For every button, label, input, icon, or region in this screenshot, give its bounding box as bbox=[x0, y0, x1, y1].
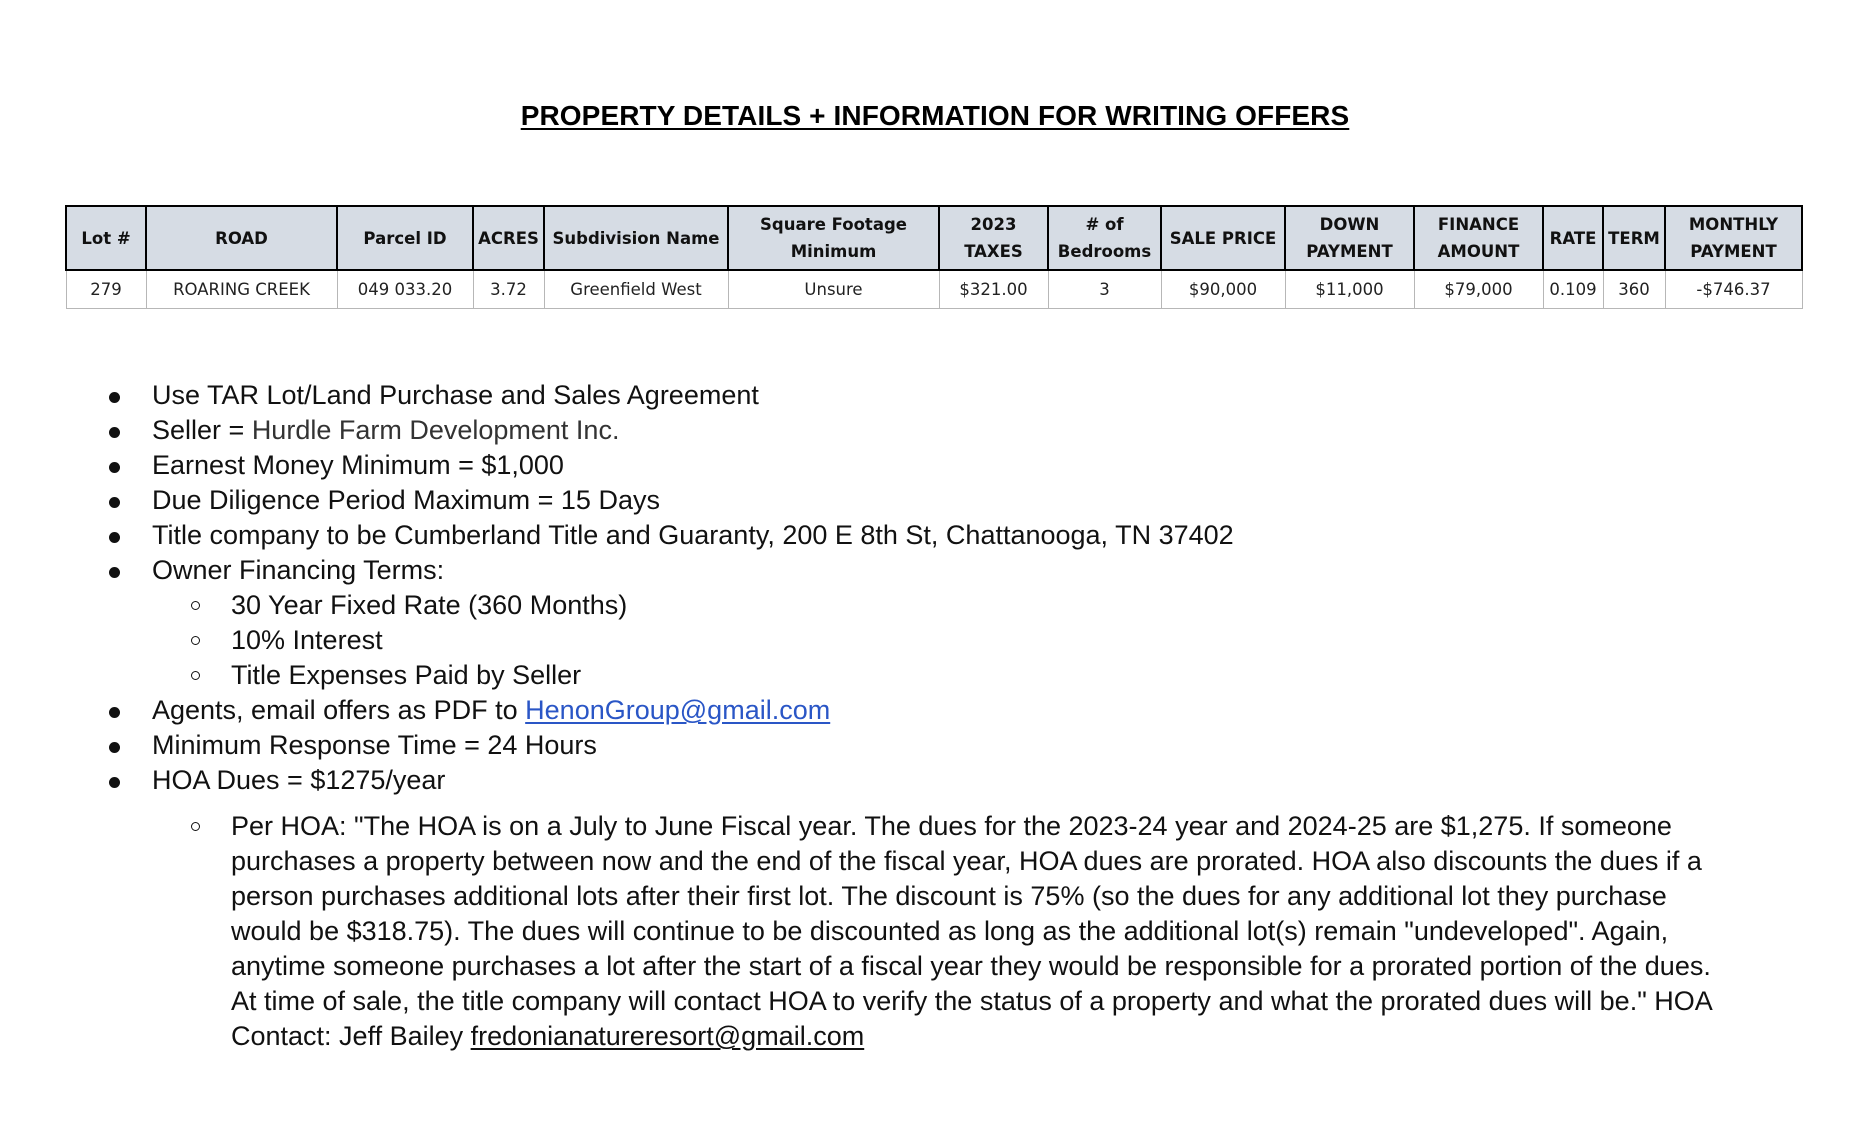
cell-acres: 3.72 bbox=[473, 270, 544, 309]
title-company-text: Title company to be Cumberland Title and Guaranty, 200 E 8th St, Chattanooga, TN 37402 bbox=[152, 520, 1234, 550]
circle-bullet-icon bbox=[191, 601, 200, 610]
list-item-seller bbox=[104, 413, 1804, 448]
interest-text: 10% Interest bbox=[231, 625, 383, 655]
bullet-icon bbox=[109, 742, 120, 753]
earnest-money-text: Earnest Money Minimum = $1,000 bbox=[152, 450, 564, 480]
header-monthly-line1: MONTHLY bbox=[1688, 215, 1779, 234]
header-monthly-payment bbox=[1665, 206, 1802, 270]
header-finance-line1: FINANCE bbox=[1437, 215, 1520, 234]
header-taxes: 2023 TAXES bbox=[939, 206, 1048, 270]
bullet-icon bbox=[109, 532, 120, 543]
header-lot: Lot # bbox=[66, 206, 146, 270]
cell-square-footage: Unsure bbox=[728, 270, 939, 309]
list-item-earnest-money bbox=[104, 448, 1804, 483]
header-rate: RATE bbox=[1543, 206, 1603, 270]
list-item-agreement bbox=[104, 378, 1804, 413]
header-bedrooms-line1: # of bbox=[1085, 215, 1124, 234]
cell-monthly-payment: -$746.37 bbox=[1665, 270, 1802, 309]
response-time-text: Minimum Response Time = 24 Hours bbox=[152, 730, 597, 760]
due-diligence-text: Due Diligence Period Maximum = 15 Days bbox=[152, 485, 660, 515]
hoa-notes-list bbox=[152, 809, 1804, 1054]
cell-lot: 279 bbox=[66, 270, 146, 309]
cell-road: ROARING CREEK bbox=[146, 270, 337, 309]
property-table bbox=[65, 205, 1803, 309]
header-down-line1: DOWN bbox=[1319, 215, 1380, 234]
list-item-agents-email bbox=[104, 693, 1804, 728]
header-road: ROAD bbox=[146, 206, 337, 270]
header-bedrooms bbox=[1048, 206, 1161, 270]
bullet-icon bbox=[109, 777, 120, 788]
fixed-rate-text: 30 Year Fixed Rate (360 Months) bbox=[231, 590, 628, 620]
header-bedrooms-line2: Bedrooms bbox=[1057, 242, 1152, 261]
circle-bullet-icon bbox=[191, 671, 200, 680]
owner-financing-heading: Owner Financing Terms: bbox=[152, 555, 445, 585]
header-sale-price: SALE PRICE bbox=[1161, 206, 1285, 270]
circle-bullet-icon bbox=[191, 636, 200, 645]
header-square-footage-line1: Square Footage bbox=[760, 215, 907, 234]
bullet-icon bbox=[109, 567, 120, 578]
hoa-note-text: Per HOA: "The HOA is on a July to June Fiscal year. The dues for the 2023-24 year and 2024-25 are $1,275. If someone purchases a property between now and the end of the fiscal year, HOA dues are prorated. HOA also discounts the dues if a person purchases additional lots after their first lot. The discount is 75% (so the dues for any additional lot they purchase would be $318.75). The dues will continue to be discounted as long as the additional lot(s) remain "undeveloped". Again, anytime someone purchases a lot after the start of a fiscal year they would be responsible for a prorated portion of the dues. At time of sale, the title company will contact HOA to verify the status of a property and what the prorated dues will be." HOA Contact: Jeff Bailey bbox=[231, 811, 1712, 1051]
cell-parcel-id: 049 033.20 bbox=[337, 270, 473, 309]
header-term: TERM bbox=[1603, 206, 1665, 270]
bullet-icon bbox=[109, 392, 120, 403]
agents-email-link[interactable]: HenonGroup@gmail.com bbox=[525, 695, 831, 725]
offer-info-list bbox=[104, 378, 1804, 1054]
cell-down-payment: $11,000 bbox=[1285, 270, 1414, 309]
bullet-icon bbox=[109, 462, 120, 473]
list-item-hoa-note bbox=[191, 809, 1731, 1054]
cell-taxes: $321.00 bbox=[939, 270, 1048, 309]
cell-rate: 0.109 bbox=[1543, 270, 1603, 309]
list-item-fixed-rate bbox=[191, 588, 1804, 623]
list-item-hoa-dues bbox=[104, 763, 1804, 1054]
list-item-title-expenses bbox=[191, 658, 1804, 693]
bullet-icon bbox=[109, 707, 120, 718]
cell-bedrooms: 3 bbox=[1048, 270, 1161, 309]
table-row bbox=[66, 270, 1802, 309]
header-square-footage bbox=[728, 206, 939, 270]
header-down-line2: PAYMENT bbox=[1306, 242, 1393, 261]
circle-bullet-icon bbox=[191, 822, 200, 831]
cell-subdivision: Greenfield West bbox=[544, 270, 728, 309]
cell-sale-price: $90,000 bbox=[1161, 270, 1285, 309]
header-finance-line2: AMOUNT bbox=[1437, 242, 1520, 261]
seller-label: Seller = bbox=[152, 415, 252, 445]
list-item-due-diligence bbox=[104, 483, 1804, 518]
header-subdivision: Subdivision Name bbox=[544, 206, 728, 270]
title-expenses-text: Title Expenses Paid by Seller bbox=[231, 660, 582, 690]
page-title: PROPERTY DETAILS + INFORMATION FOR WRITING OFFERS bbox=[520, 100, 1350, 131]
header-parcel-id: Parcel ID bbox=[337, 206, 473, 270]
header-square-footage-line2: Minimum bbox=[790, 242, 877, 261]
table-header-row bbox=[66, 206, 1802, 270]
hoa-contact-email-link[interactable]: fredonianatureresort@gmail.com bbox=[470, 1021, 865, 1051]
cell-term: 360 bbox=[1603, 270, 1665, 309]
financing-terms-list bbox=[152, 588, 1804, 693]
seller-name: Hurdle Farm Development Inc. bbox=[251, 415, 620, 445]
list-item-owner-financing bbox=[104, 553, 1804, 693]
list-item-title-company bbox=[104, 518, 1804, 553]
agents-email-prefix: Agents, email offers as PDF to bbox=[152, 695, 526, 725]
header-finance-amount bbox=[1414, 206, 1543, 270]
list-item-interest bbox=[191, 623, 1804, 658]
header-down-payment bbox=[1285, 206, 1414, 270]
agreement-text: Use TAR Lot/Land Purchase and Sales Agreement bbox=[152, 380, 759, 410]
cell-finance-amount: $79,000 bbox=[1414, 270, 1543, 309]
bullet-icon bbox=[109, 427, 120, 438]
bullet-icon bbox=[109, 497, 120, 508]
header-monthly-line2: PAYMENT bbox=[1690, 242, 1777, 261]
hoa-dues-text: HOA Dues = $1275/year bbox=[152, 765, 446, 795]
header-acres: ACRES bbox=[473, 206, 544, 270]
list-item-response-time bbox=[104, 728, 1804, 763]
